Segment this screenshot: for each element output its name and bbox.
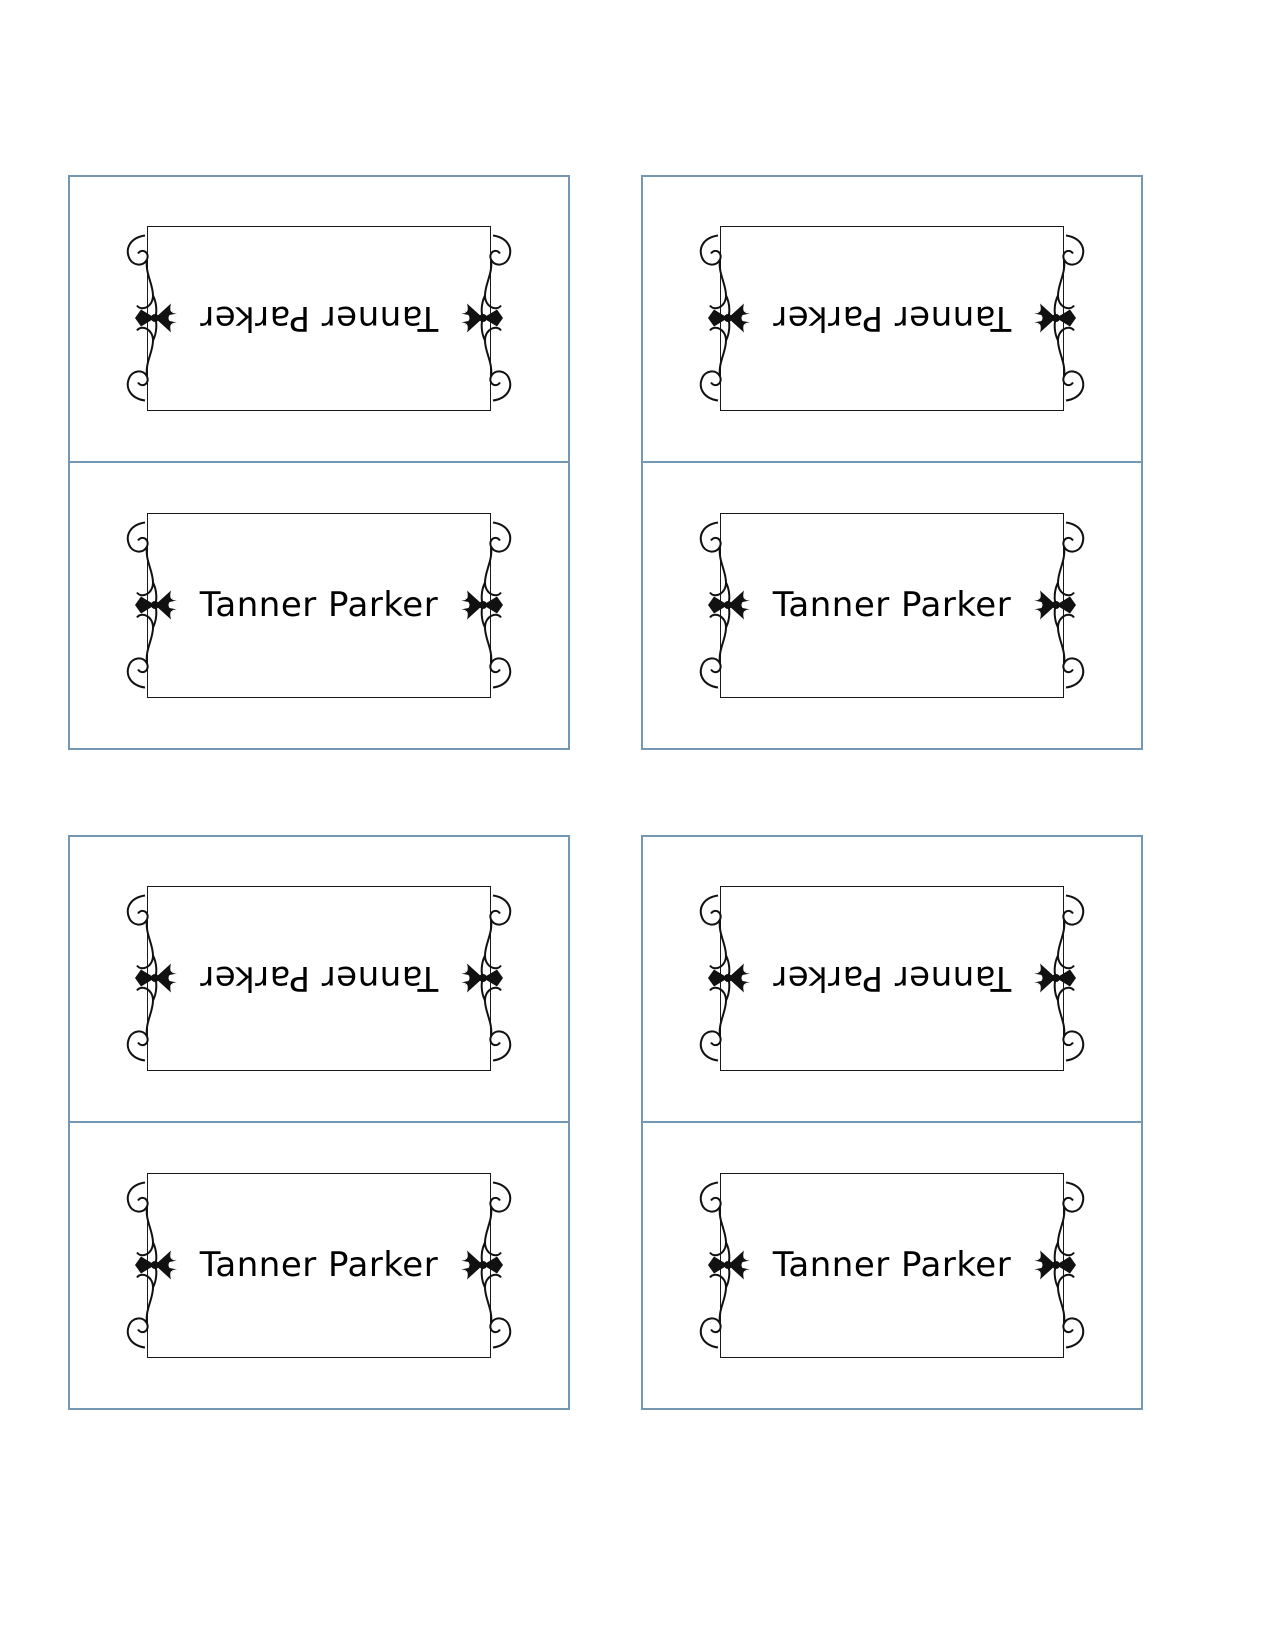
- place-card-bottom-half[interactable]: [70, 1123, 568, 1409]
- card-inner: [682, 886, 1102, 1071]
- guest-name: Tanner Parker: [772, 1245, 1012, 1286]
- card-inner: [682, 226, 1102, 411]
- place-card-grid: [68, 175, 1143, 1410]
- card-inner: [682, 1173, 1102, 1358]
- place-card-top-half[interactable]: [643, 177, 1141, 463]
- card-inner: [109, 1173, 529, 1358]
- place-card-bottom-half[interactable]: [643, 463, 1141, 749]
- guest-name: Tanner Parker: [199, 298, 439, 339]
- card-inner: [109, 226, 529, 411]
- guest-name: Tanner Parker: [772, 585, 1012, 626]
- place-card-top-half[interactable]: [70, 837, 568, 1123]
- place-card-top-half[interactable]: [70, 177, 568, 463]
- guest-name: Tanner Parker: [772, 298, 1012, 339]
- guest-name: Tanner Parker: [199, 958, 439, 999]
- place-card-top-half[interactable]: [643, 837, 1141, 1123]
- place-card[interactable]: [68, 835, 570, 1410]
- place-card[interactable]: [641, 835, 1143, 1410]
- guest-name: Tanner Parker: [199, 1245, 439, 1286]
- card-inner: [109, 513, 529, 698]
- place-card[interactable]: [68, 175, 570, 750]
- place-card-bottom-half[interactable]: [70, 463, 568, 749]
- card-inner: [109, 886, 529, 1071]
- place-card[interactable]: [641, 175, 1143, 750]
- card-inner: [682, 513, 1102, 698]
- place-card-bottom-half[interactable]: [643, 1123, 1141, 1409]
- guest-name: Tanner Parker: [772, 958, 1012, 999]
- guest-name: Tanner Parker: [199, 585, 439, 626]
